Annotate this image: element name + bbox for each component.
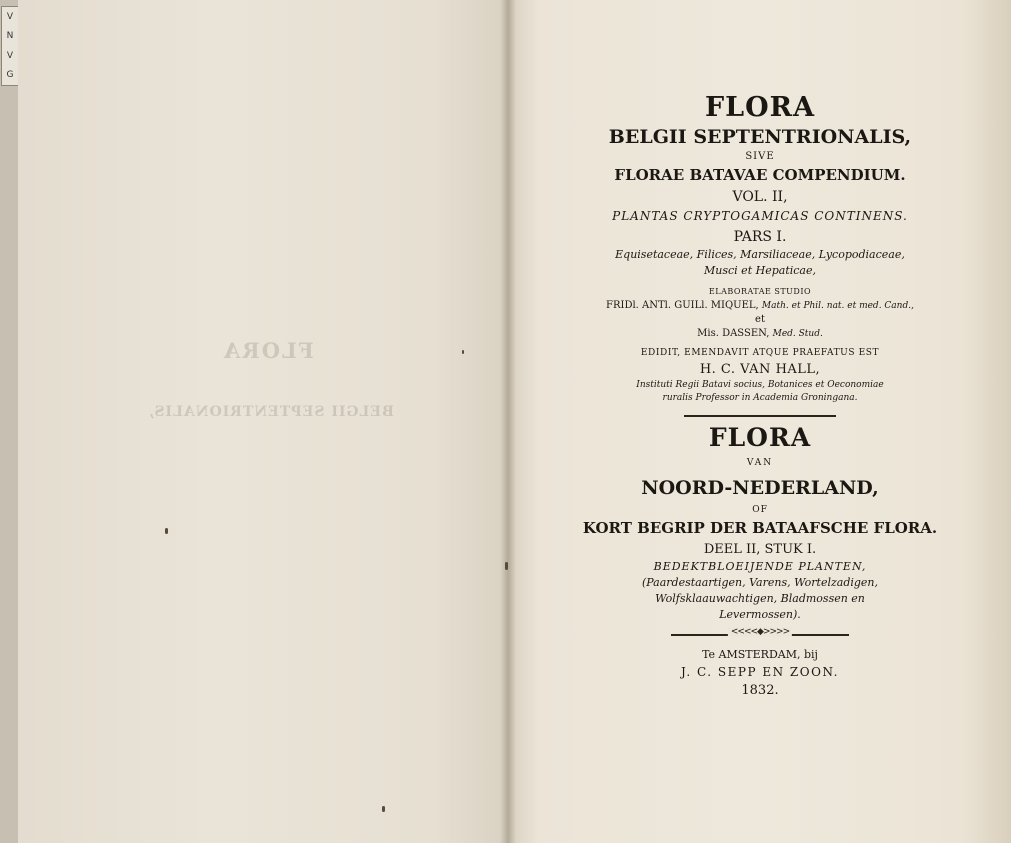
spine-letter: N [6,31,14,42]
paper-speck [505,562,508,570]
title-page-text [560,92,960,701]
spine-edge [0,0,18,843]
latin-title: FLORA [704,92,816,123]
spine-letter: G [6,70,14,81]
part-line: PARS I. [733,229,787,245]
of-word: OF [752,505,768,515]
printer-line: J. C. SEPP EN ZOON. [681,665,839,679]
ornament-flourish-icon: <<<<◆>>>> [728,627,792,637]
author-1-title: Math. et Phil. nat. et med. Cand., [761,301,914,311]
ornamental-rule [671,627,849,639]
author-2-name: Mis. DASSEN, [697,328,770,339]
book-gutter [500,0,516,843]
dutch-families-line-2: Wolfsklaauwachtigen, Bladmossen en [655,592,865,605]
compendium-line: FLORAE BATAVAE COMPENDIUM. [614,166,906,184]
paper-speck [462,350,464,354]
kort-begrip-line: KORT BEGRIP DER BATAAFSCHE FLORA. [582,519,938,537]
left-blank-page [18,0,508,843]
et-word: et [755,314,765,325]
imprint-line: Te AMSTERDAM, bij [702,648,818,661]
spine-letter: V [6,50,14,61]
volume-line: VOL. II, [732,189,788,205]
editor-intro: EDIDIT, EMENDAVIT ATQUE PRAEFATUS EST [640,348,880,358]
deel-line: DEEL II, STUK I. [703,542,817,557]
author-1-name: FRIDl. ANTl. GUILl. MIQUEL, [606,300,759,311]
families-line-2: Musci et Hepaticae, [704,264,816,277]
show-through-subtitle: BELGII SEPTENTRIONALIS, [148,404,394,420]
affiliation-line-2: ruralis Professor in Academia Groningana. [662,393,858,403]
dutch-families-line-3: Levermossen). [719,608,801,621]
author-2 [560,326,960,342]
elaboratae-line: ELABORATAE STUDIO [708,287,812,296]
author-1 [560,298,960,314]
show-through-title: FLORA [222,338,314,363]
affiliation-line-1: Instituti Regii Batavi socius, Botanices et Oeconomiae [636,380,884,390]
dutch-families-line-1: (Paardestaartigen, Varens, Wortelzadigen, [641,576,879,589]
author-2-title: Med. Stud. [772,329,823,339]
editor-name: H. C. VAN HALL, [699,362,821,377]
dutch-subtitle: NOORD-NEDERLAND, [641,477,879,499]
sive-word: SIVE [745,151,775,162]
library-spine-label [1,6,19,86]
paper-speck [165,528,168,534]
paper-speck [382,806,385,812]
van-word: VAN [746,458,774,468]
latin-subtitle: BELGII SEPTENTRIONALIS, [608,126,912,148]
spine-letter: V [6,11,14,22]
dutch-title: FLORA [708,423,812,452]
bedekt-line: BEDEKTBLOEIJENDE PLANTEN, [653,560,867,573]
section-rule [684,415,836,417]
year-line: 1832. [741,683,779,698]
families-line-1: Equisetaceae, Filices, Marsiliaceae, Lycopodiaceae, [615,248,905,261]
volume-contents: PLANTAS CRYPTOGAMICAS CONTINENS. [612,209,908,223]
